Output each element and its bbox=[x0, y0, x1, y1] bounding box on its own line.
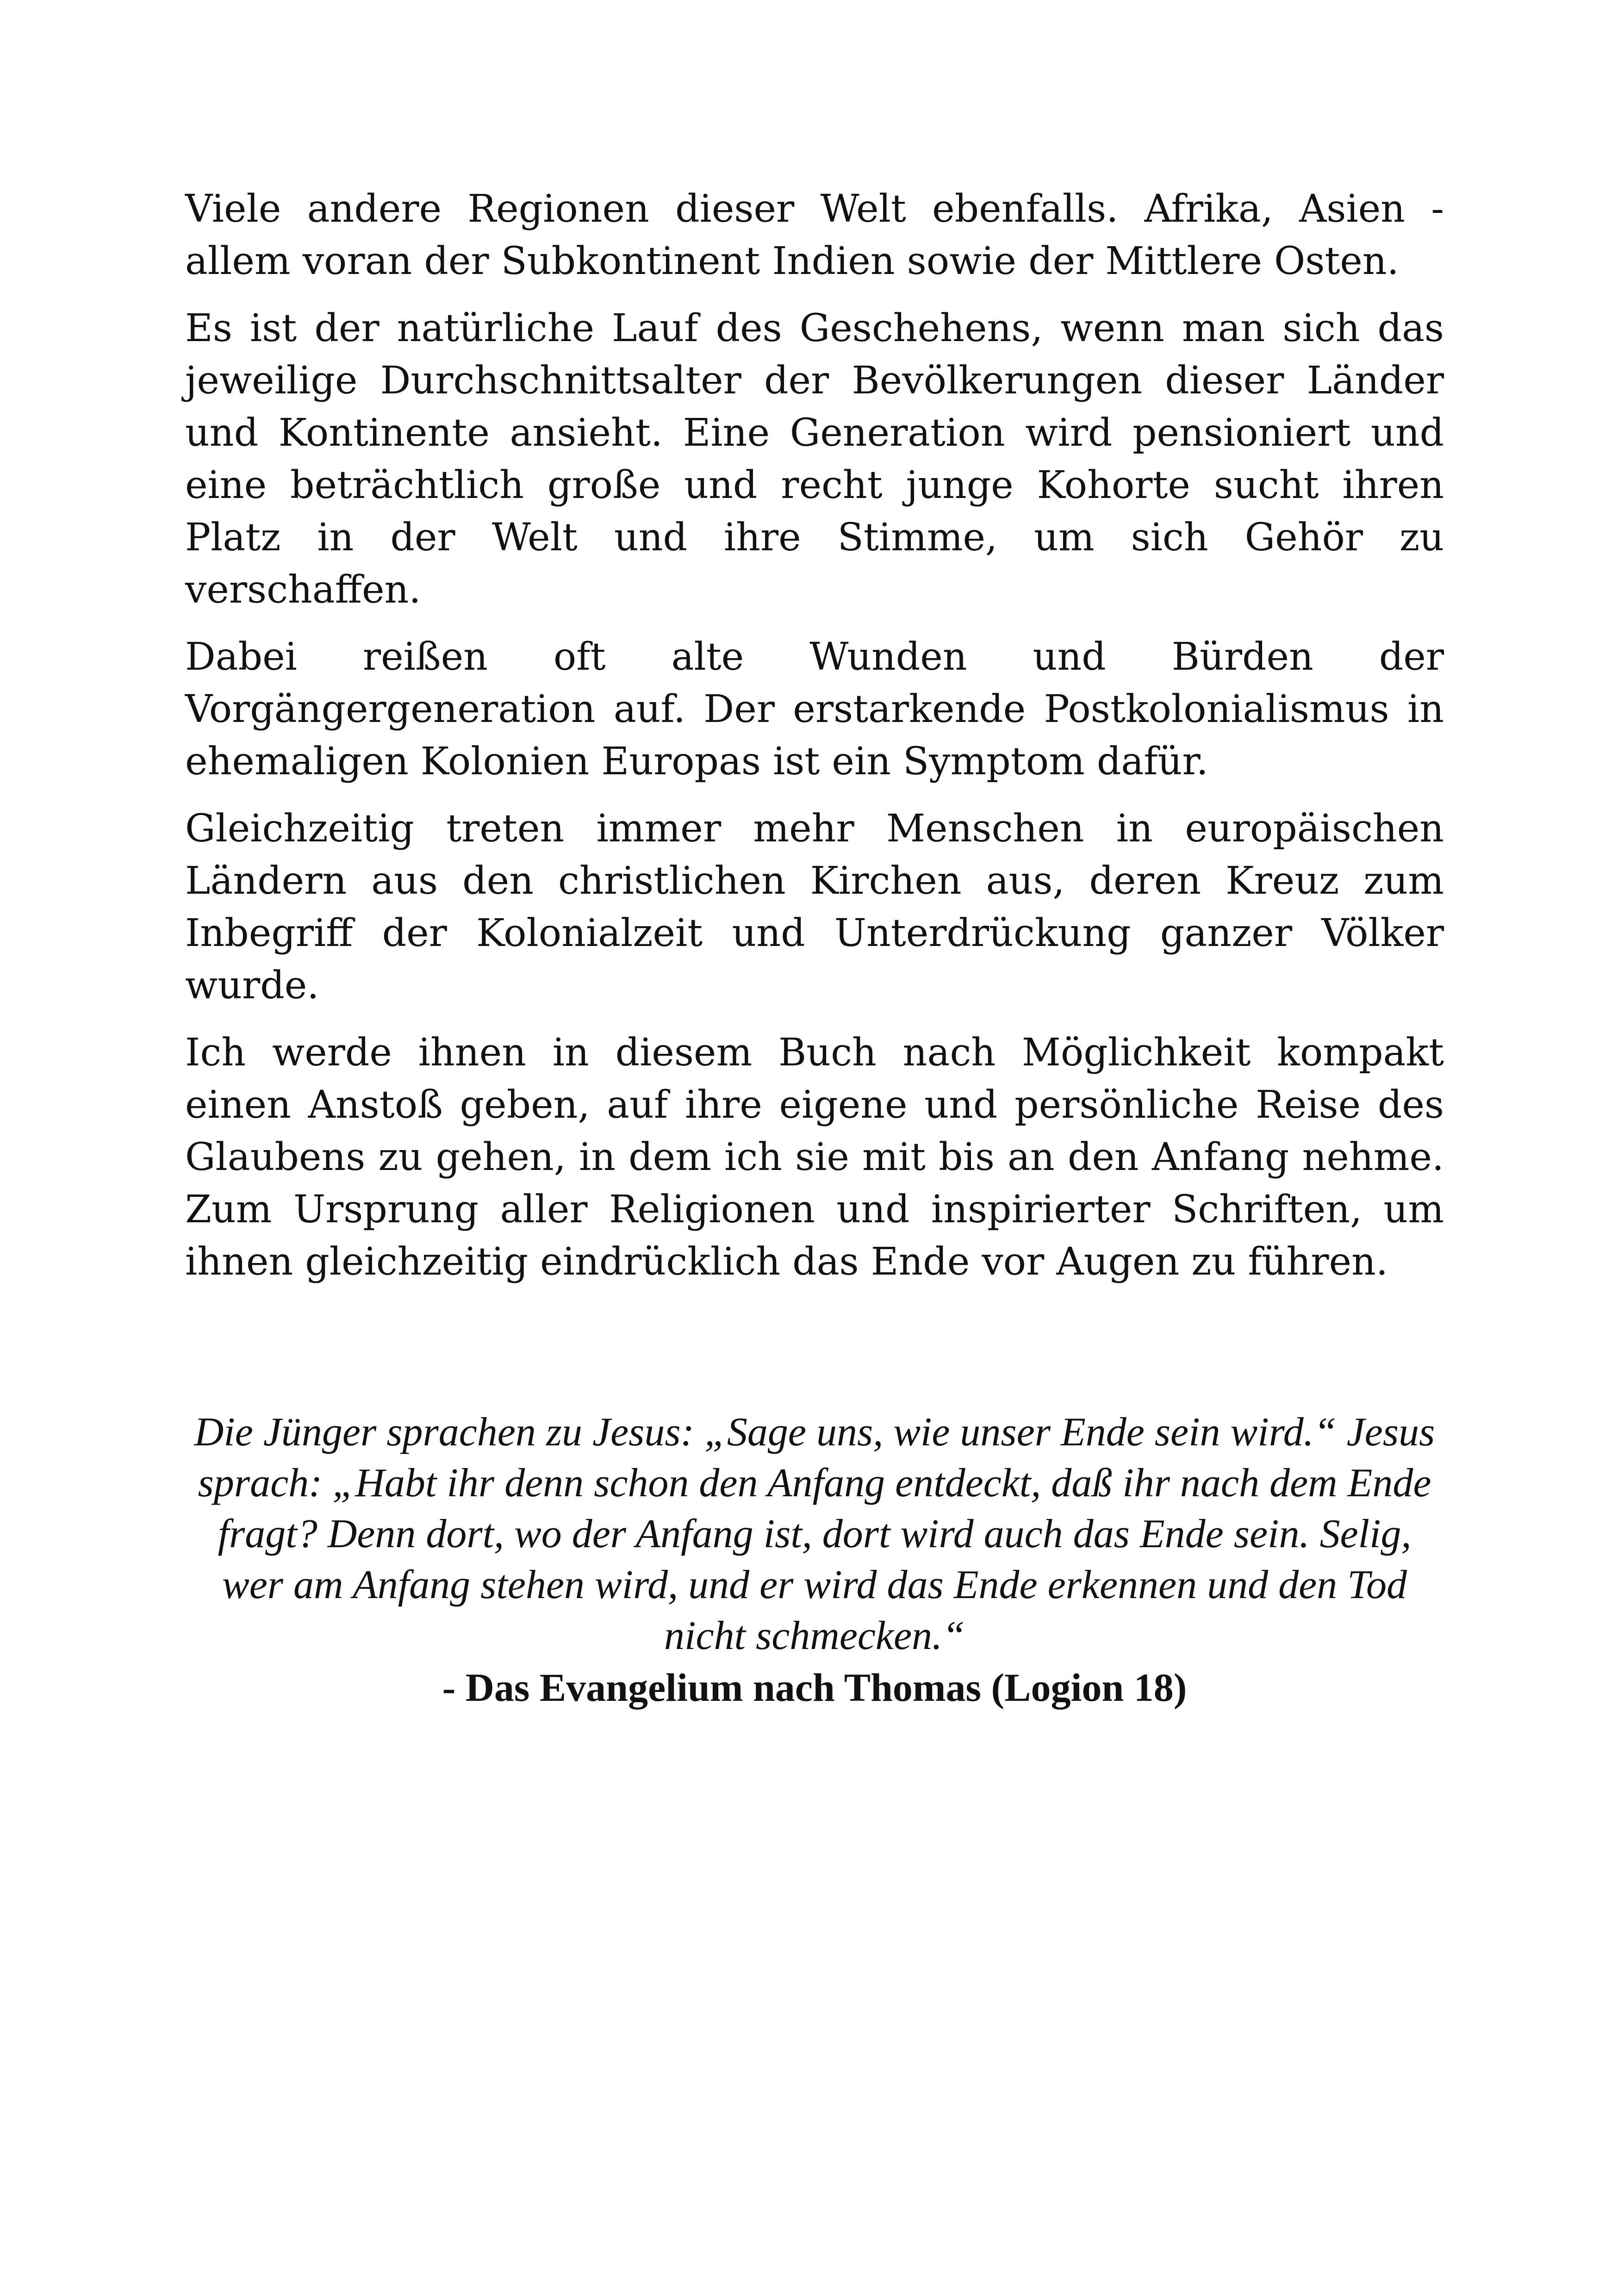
paragraph: Es ist der natürliche Lauf des Geschehens, wenn man sich das jeweilige Durchschnittsalter der Bevölkerungen dieser Länder und Kontinente ansieht. Eine Generation wird pensioniert und eine beträchtlich große und recht junge Kohorte sucht ihren Platz in der Welt und ihre Stimme, um sich Gehör zu verschaffen. bbox=[185, 306, 1444, 612]
paragraph: Ich werde ihnen in diesem Buch nach Möglichkeit kompakt einen Anstoß geben, auf ihre eigene und persönliche Reise des Glaubens zu gehen, in dem ich sie mit bis an den Anfang nehme. Zum Ursprung aller Religionen und inspirierter Schriften, um ihnen gleichzeitig eindrücklich das Ende vor Augen zu führen. bbox=[185, 1031, 1444, 1284]
paragraph: Gleichzeitig treten immer mehr Menschen in europäischen Ländern aus den christlichen Kirchen aus, deren Kreuz zum Inbegriff der Kolonialzeit und Unterdrückung ganzer Völker wurde. bbox=[185, 807, 1444, 1008]
quote-source: - Das Evangelium nach Thomas (Logion 18) bbox=[442, 1665, 1187, 1710]
quote-text: Die Jünger sprachen zu Jesus: „Sage uns, wie unser Ende sein wird.“ Jesus sprach: „Habt ihr denn schon den Anfang entdeckt, daß ihr nach dem Ende fragt? Denn dort, wo der Anfang ist, dort wird auch das Ende sein. Selig, wer am Anfang stehen wird, und er wird das Ende erkennen und den Tod nicht schmecken.“ bbox=[194, 1410, 1435, 1658]
paragraph: Dabei reißen oft alte Wunden und Bürden der Vorgängergeneration auf. Der erstarkende Postkolonialismus in ehemaligen Kolonien Europas ist ein Symptom dafür. bbox=[185, 635, 1444, 784]
paragraph: Viele andere Regionen dieser Welt ebenfalls. Afrika, Asien - allem voran der Subkontinent Indien sowie der Mittlere Osten. bbox=[185, 187, 1444, 283]
body-text bbox=[185, 183, 1444, 1303]
epigraph-quote bbox=[185, 1407, 1444, 1713]
